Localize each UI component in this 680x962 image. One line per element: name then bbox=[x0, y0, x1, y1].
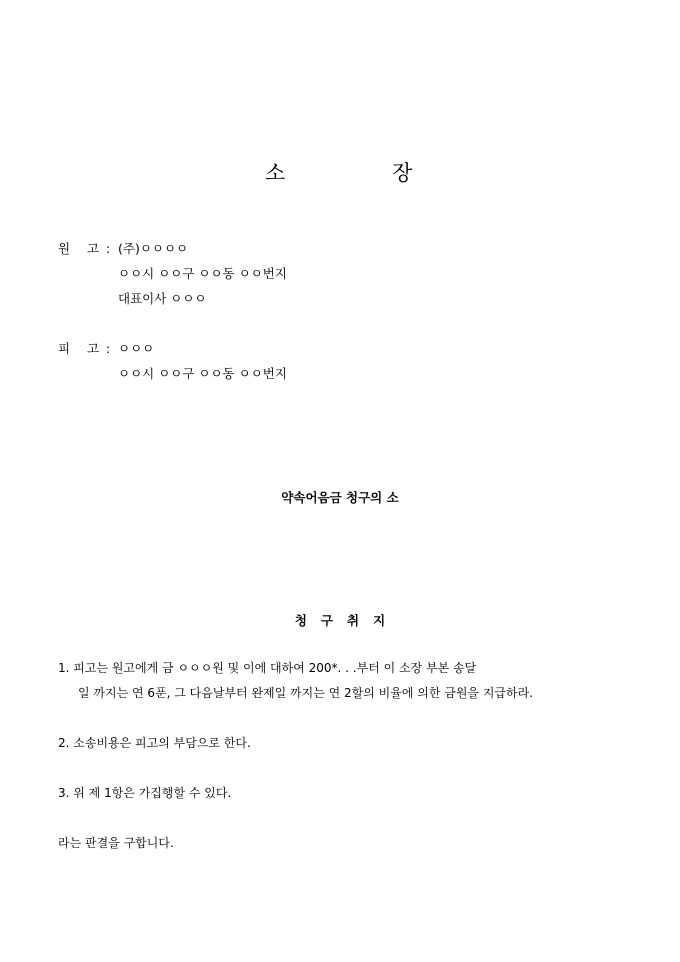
document-title-char-2: 장 bbox=[392, 161, 413, 185]
claim-closing: 라는 판결을 구합니다. bbox=[58, 836, 174, 850]
claim-section-heading: 청구취지 bbox=[294, 613, 400, 628]
plaintiff-label-char-1: 원 bbox=[58, 241, 71, 256]
plaintiff-label bbox=[58, 236, 110, 261]
defendant-name: ㅇㅇㅇ bbox=[118, 341, 155, 356]
claim-item-3: 3. 위 제 1항은 가집행할 수 있다. bbox=[58, 786, 232, 800]
plaintiff-representative: 대표이사 ㅇㅇㅇ bbox=[118, 291, 207, 306]
plaintiff-colon: : bbox=[106, 241, 111, 256]
defendant-label bbox=[58, 336, 110, 361]
defendant-colon: : bbox=[106, 341, 111, 356]
plaintiff-address: ㅇㅇ시 ㅇㅇ구 ㅇㅇ동 ㅇㅇ번지 bbox=[118, 266, 287, 281]
document-title-char-1: 소 bbox=[265, 161, 286, 185]
claim-item-1-line-2: 일 까지는 연 6푼, 그 다음날부터 완제일 까지는 연 2할의 비율에 의한 금원을 지급하라. bbox=[78, 686, 534, 700]
claim-item-2: 2. 소송비용은 피고의 부담으로 한다. bbox=[58, 736, 251, 750]
plaintiff-label-char-2: 고 bbox=[87, 241, 100, 256]
defendant-label-char-2: 고 bbox=[87, 341, 100, 356]
plaintiff-name: (주)ㅇㅇㅇㅇ bbox=[118, 241, 189, 256]
claim-item-1-line-1: 1. 피고는 원고에게 금 ㅇㅇㅇ원 및 이에 대하여 200*. . .부터 이 소장 부본 송달 bbox=[58, 661, 477, 675]
defendant-label-char-1: 피 bbox=[58, 341, 71, 356]
defendant-address: ㅇㅇ시 ㅇㅇ구 ㅇㅇ동 ㅇㅇ번지 bbox=[118, 366, 287, 381]
case-title: 약속어음금 청구의 소 bbox=[281, 490, 399, 505]
